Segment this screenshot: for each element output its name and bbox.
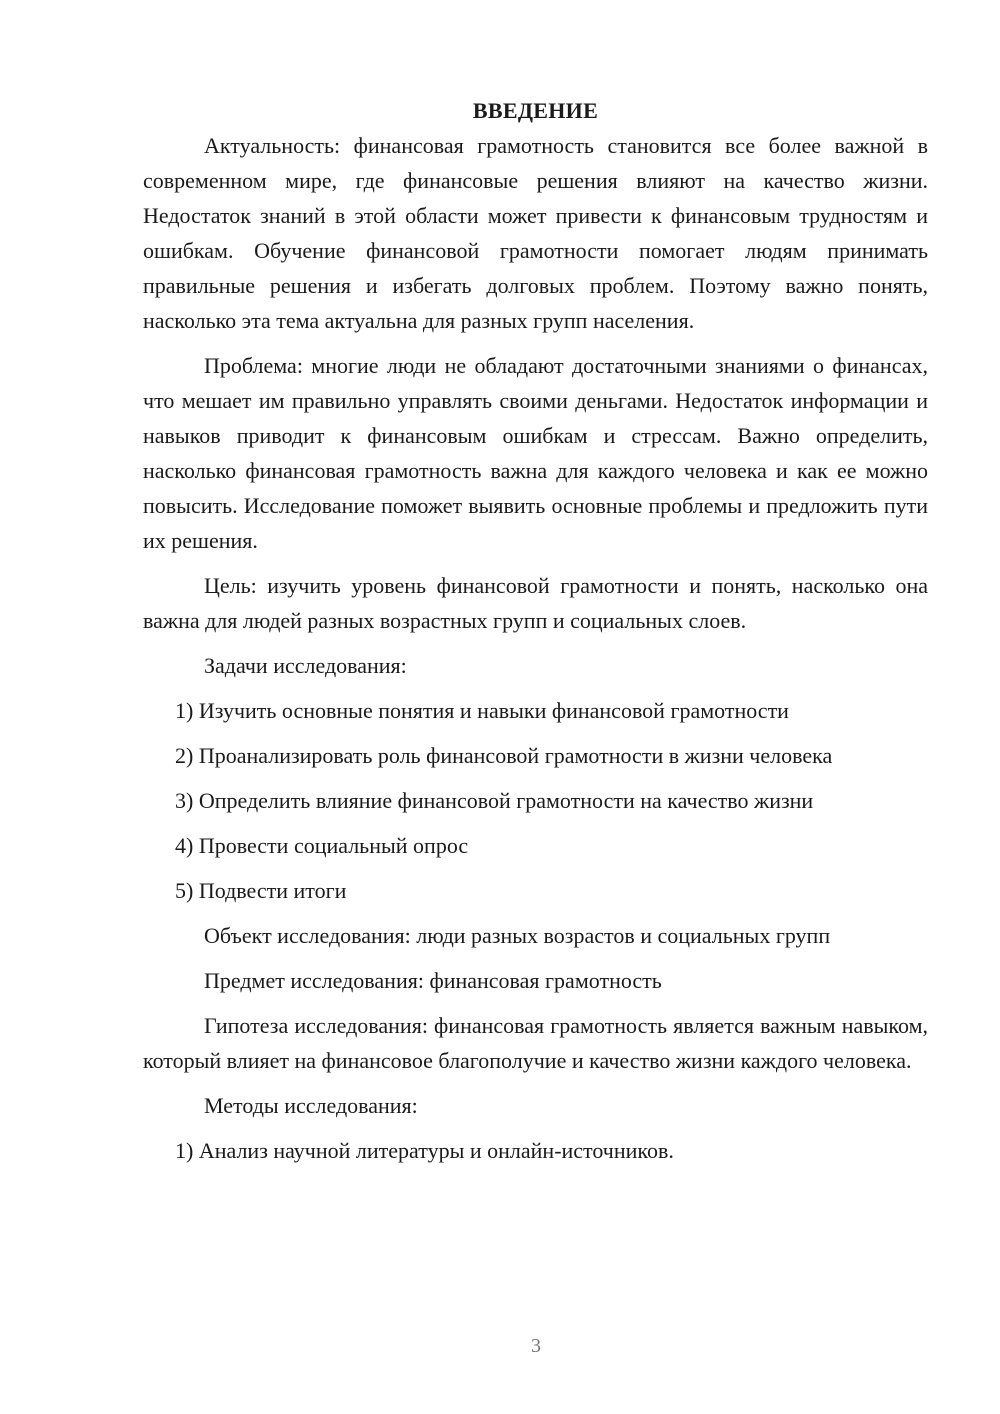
problem-paragraph: Проблема: многие люди не обладают достаточными знаниями о финансах, что мешает им правильно управлять своими деньгами. Недостаток информации и навыков приводит к финансовым ошибкам и стрессам. Важно определить, насколько финансовая грамотность важна для каждого человека и как ее можно повысить. Исследование поможет выявить основные проблемы и предложить пути их решения. — [143, 353, 928, 553]
task-item: 2) Проанализировать роль финансовой грамотности в жизни человека — [175, 743, 833, 768]
object-line: Объект исследования: люди разных возрастов и социальных групп — [204, 923, 831, 948]
task-item: 3) Определить влияние финансовой грамотности на качество жизни — [175, 788, 814, 813]
page-title: ВВЕДЕНИЕ — [472, 98, 599, 123]
subject-line: Предмет исследования: финансовая грамотность — [204, 968, 662, 993]
goal-paragraph: Цель: изучить уровень финансовой грамотности и понять, насколько она важна для людей разных возрастных групп и социальных слоев. — [143, 573, 928, 633]
page-number: 3 — [531, 1335, 541, 1357]
task-item: 4) Провести социальный опрос — [175, 833, 469, 858]
document-page — [143, 94, 928, 1178]
hypothesis-paragraph: Гипотеза исследования: финансовая грамотность является важным навыком, который влияет на финансовое благополучие и качество жизни каждого человека. — [143, 1013, 928, 1073]
method-item: 1) Анализ научной литературы и онлайн-источников. — [175, 1138, 674, 1163]
methods-heading: Методы исследования: — [204, 1093, 418, 1118]
relevance-paragraph: Актуальность: финансовая грамотность становится все более важной в современном мире, где финансовые решения влияют на качество жизни. Недостаток знаний в этой области может привести к финансовым трудностям и ошибкам. Обучение финансовой грамотности помогает людям принимать правильные решения и избегать долговых проблем. Поэтому важно понять, насколько эта тема актуальна для разных групп населения. — [143, 133, 928, 333]
tasks-heading: Задачи исследования: — [204, 653, 407, 678]
task-item: 5) Подвести итоги — [175, 878, 347, 903]
task-item: 1) Изучить основные понятия и навыки финансовой грамотности — [175, 698, 789, 723]
